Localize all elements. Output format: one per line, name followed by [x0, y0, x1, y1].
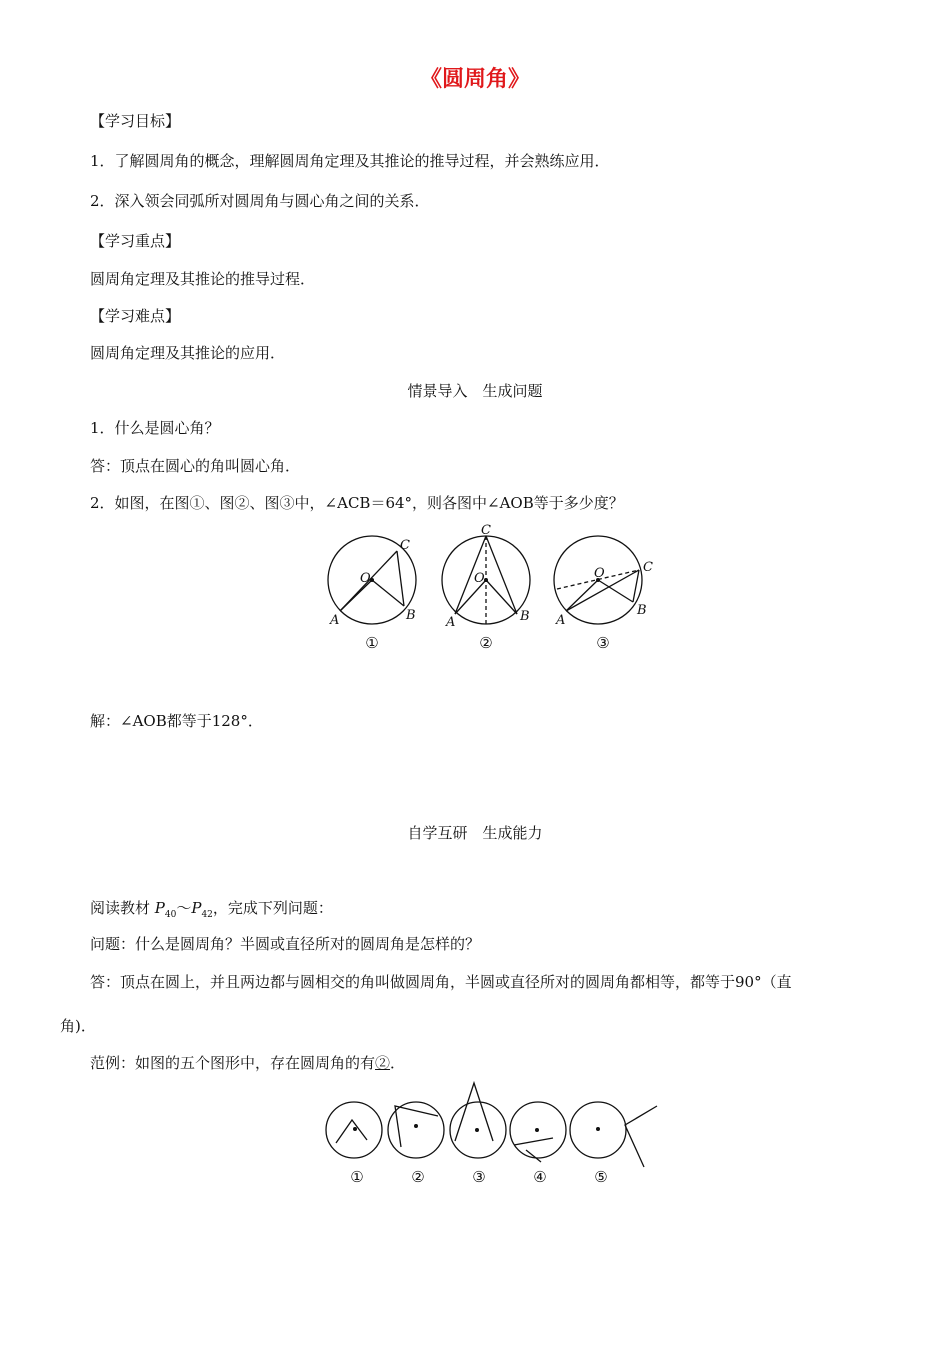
label-o-1: O [360, 571, 371, 586]
question-2: 2．如图，在图①、图②、图③中，∠ACB＝64°，则各图中∠AOB等于多少度？ [90, 494, 624, 512]
example-circle-4 [510, 1102, 566, 1162]
answer-inscribed-angle-line1: 答：顶点在圆上，并且两边都与圆相交的角叫做圆周角，半圆或直径所对的圆周角都相等，都等于90°（直 [90, 973, 792, 991]
example-circle-3 [450, 1083, 506, 1158]
section-heading-self-study: 自学互研 生成能力 [407, 824, 543, 842]
label-a-2: A [446, 615, 456, 630]
example-circle-5 [570, 1102, 657, 1167]
difficulties-heading: 【学习难点】 [90, 307, 181, 325]
objective-item-1: 1．了解圆周角的概念，理解圆周角定理及其推论的推导过程，并会熟练应用． [90, 152, 610, 170]
key-points-text: 圆周角定理及其推论的推导过程． [90, 270, 316, 288]
example-number-5: ⑤ [594, 1168, 608, 1186]
page-title: 《圆周角》 [419, 67, 530, 92]
answer-inscribed-angle-line2: 角)． [60, 1017, 96, 1035]
label-o-3: O [594, 566, 605, 581]
objective-item-2: 2．深入领会同弧所对圆周角与圆心角之间的关系． [90, 192, 430, 210]
label-o-2: O [474, 571, 485, 586]
example-circle-2 [388, 1102, 444, 1158]
example-number-1: ① [350, 1168, 364, 1186]
example-number-4: ④ [533, 1168, 547, 1186]
question-1: 1．什么是圆心角？ [90, 419, 220, 437]
angle-figures-1 [0, 520, 950, 690]
answer-1: 答：顶点在圆心的角叫圆心角． [90, 457, 301, 475]
example-number-2: ② [411, 1168, 425, 1186]
angle-figures-2 [0, 1080, 950, 1190]
label-c-3: C [643, 560, 653, 575]
figure-number-3: ③ [596, 634, 610, 652]
difficulties-text: 圆周角定理及其推论的应用． [90, 344, 286, 362]
label-a-3: A [556, 613, 566, 628]
example-answer: ② [375, 1054, 391, 1072]
question-inscribed-angle: 问题：什么是圆周角？半圆或直径所对的圆周角是怎样的？ [90, 935, 481, 953]
label-b-3: B [637, 603, 647, 618]
objectives-heading: 【学习目标】 [90, 112, 181, 130]
figure-number-1: ① [365, 634, 379, 652]
solution-1: 解：∠AOB都等于128°． [90, 712, 263, 730]
label-b-1: B [406, 608, 416, 623]
label-c-1: C [400, 538, 410, 553]
key-points-heading: 【学习重点】 [90, 232, 181, 250]
example-number-3: ③ [472, 1168, 486, 1186]
label-a-1: A [330, 613, 340, 628]
example-question: 范例：如图的五个图形中，存在圆周角的有②． [90, 1054, 406, 1072]
section-heading-intro: 情景导入 生成问题 [407, 382, 543, 400]
label-b-2: B [520, 609, 530, 624]
reading-instruction: 阅读教材 $P_{40}\sim P_{42}$，完成下列问题： [90, 899, 333, 920]
figure-number-2: ② [479, 634, 493, 652]
label-c-2: C [481, 523, 491, 538]
